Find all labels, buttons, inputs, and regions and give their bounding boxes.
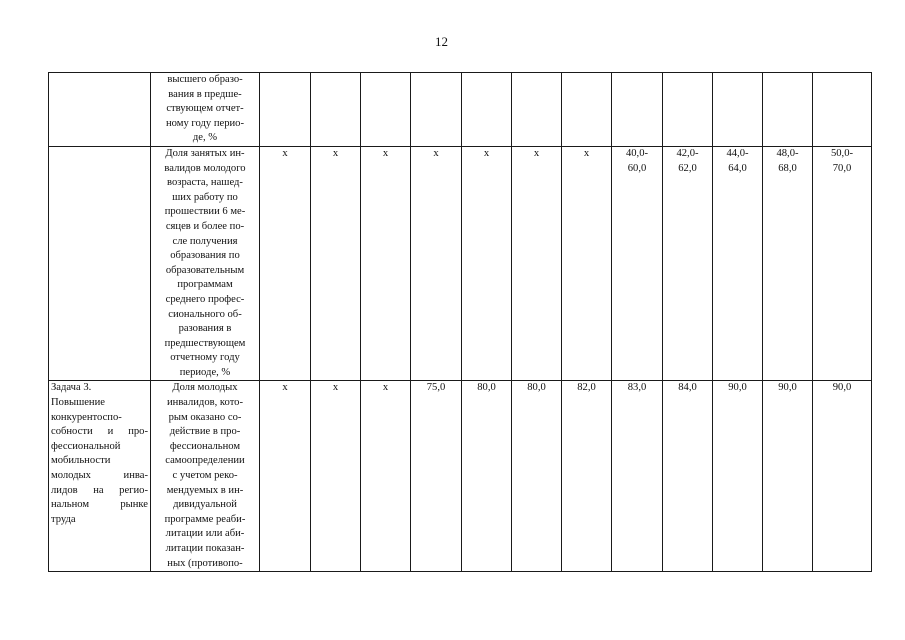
description-line: вания в предше- xyxy=(168,88,242,100)
task-line: конкурентоспо- xyxy=(51,411,122,423)
task-line: молодых инва- xyxy=(51,470,148,482)
value-cell: 50,0- 70,0 xyxy=(813,146,872,381)
description-line: ствующем отчет- xyxy=(166,103,244,115)
description-line: возраста, нашед- xyxy=(167,177,243,189)
description-line: предшествующем xyxy=(164,337,246,349)
value-cell xyxy=(763,73,813,147)
description-line: ных (противопо- xyxy=(167,557,243,569)
task-line: мобильности xyxy=(51,455,111,467)
table-row xyxy=(49,73,872,147)
value-cell: х xyxy=(260,146,311,381)
description-line: валидов молодого xyxy=(164,162,246,174)
value-cell xyxy=(713,73,763,147)
value-cell: 80,0 xyxy=(512,381,562,572)
value-cell: 84,0 xyxy=(663,381,713,572)
task-line: нальном рынке xyxy=(51,499,148,511)
value-cell xyxy=(462,73,512,147)
page-number: 12 xyxy=(435,34,448,49)
description-line: самоопределении xyxy=(165,455,245,467)
task-line: фессиональной xyxy=(51,440,121,452)
description-line: с учетом реко- xyxy=(172,470,238,482)
task-cell xyxy=(49,73,151,147)
task-line: собности и про- xyxy=(51,426,148,438)
task-line: Повышение xyxy=(51,397,105,409)
value-cell xyxy=(512,73,562,147)
value-cell xyxy=(663,73,713,147)
description-line: Доля молодых xyxy=(172,382,238,394)
description-line: действие в про- xyxy=(169,426,241,438)
value-cell: х xyxy=(260,381,311,572)
description-line: ному году перио- xyxy=(166,117,244,129)
value-cell: 44,0- 64,0 xyxy=(713,146,763,381)
indicator-description xyxy=(151,146,260,381)
description-line: дивидуальной xyxy=(173,499,237,511)
value-cell xyxy=(411,73,462,147)
description-line: отчетному году xyxy=(170,352,240,364)
value-cell xyxy=(562,73,612,147)
value-cell: х xyxy=(311,146,361,381)
description-line: литации или аби- xyxy=(165,528,245,540)
description-line: мендуемых в ин- xyxy=(166,484,244,496)
description-line: прошествии 6 ме- xyxy=(164,206,246,218)
description-line: фессиональном xyxy=(169,440,241,452)
value-cell: 80,0 xyxy=(462,381,512,572)
value-cell: 75,0 xyxy=(411,381,462,572)
value-cell: х xyxy=(462,146,512,381)
description-line: сле получения xyxy=(172,235,238,247)
description-line: разования в xyxy=(178,323,232,335)
description-line: литации показан- xyxy=(165,543,245,554)
task-line: Задача 3. xyxy=(51,382,92,394)
value-cell: х xyxy=(361,381,411,572)
value-cell xyxy=(612,73,663,147)
description-line: сионального об- xyxy=(168,308,242,320)
description-line: де, % xyxy=(192,132,218,144)
value-cell: 48,0- 68,0 xyxy=(763,146,813,381)
value-cell: 83,0 xyxy=(612,381,663,572)
value-cell: х xyxy=(311,381,361,572)
task-line: труда xyxy=(51,513,76,525)
value-cell: 42,0- 62,0 xyxy=(663,146,713,381)
value-cell xyxy=(260,73,311,147)
task-cell xyxy=(49,146,151,381)
description-line: образования по xyxy=(170,250,240,262)
description-line: сяцев и более по- xyxy=(165,220,245,232)
description-line: программе реаби- xyxy=(164,513,246,525)
table-row xyxy=(49,146,872,381)
value-cell xyxy=(311,73,361,147)
indicator-description xyxy=(151,381,260,572)
value-cell: 40,0- 60,0 xyxy=(612,146,663,381)
table-row xyxy=(49,381,872,572)
description-line: среднего профес- xyxy=(165,293,245,305)
description-line: Доля занятых ин- xyxy=(165,147,245,159)
description-line: рым оказано со- xyxy=(168,411,242,423)
description-line: ших работу по xyxy=(172,191,238,203)
description-line: инвалидов, кото- xyxy=(166,397,244,409)
value-cell xyxy=(813,73,872,147)
task-cell xyxy=(49,381,151,572)
description-line: программам xyxy=(177,279,233,291)
value-cell: 90,0 xyxy=(763,381,813,572)
description-line: высшего образо- xyxy=(167,74,243,85)
description-line: образовательным xyxy=(165,264,245,276)
value-cell: х xyxy=(512,146,562,381)
value-cell: х xyxy=(361,146,411,381)
value-cell: х xyxy=(562,146,612,381)
value-cell: 90,0 xyxy=(713,381,763,572)
description-line: периоде, % xyxy=(179,366,231,378)
indicator-description xyxy=(151,73,260,147)
task-line: лидов на регио- xyxy=(51,484,148,496)
value-cell: х xyxy=(411,146,462,381)
value-cell: 82,0 xyxy=(562,381,612,572)
value-cell xyxy=(361,73,411,147)
indicator-table xyxy=(48,72,872,572)
value-cell: 90,0 xyxy=(813,381,872,572)
